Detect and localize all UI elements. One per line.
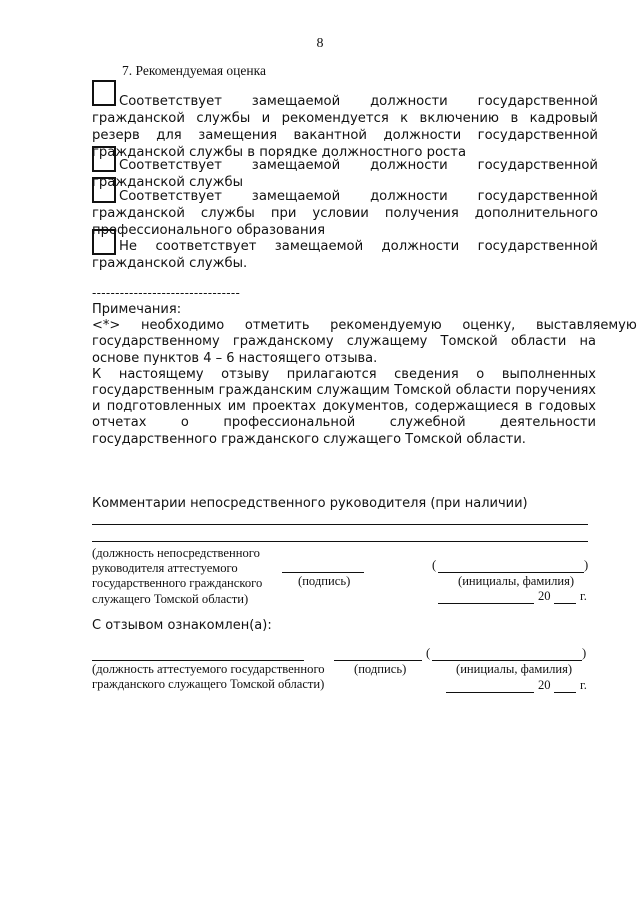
rating-option-4-text: Не соответствует замещаемой должности государственной гражданской службы. [92, 239, 598, 271]
checkbox-4[interactable] [92, 229, 116, 255]
employee-signature-line[interactable] [334, 660, 422, 661]
employee-date-line[interactable] [446, 692, 534, 693]
manager-name-label: (инициалы, фамилия) [458, 574, 575, 588]
employee-name-line[interactable] [432, 660, 582, 661]
checkbox-3[interactable] [92, 177, 116, 203]
manager-year: 20 [538, 589, 551, 603]
manager-date-line[interactable] [438, 603, 534, 604]
employee-name-label: (инициалы, фамилия) [456, 662, 573, 676]
page-number: 8 [316, 36, 324, 51]
notes-section [92, 302, 637, 448]
rating-option-3-text: Соответствует замещаемой должности государственной гражданской службы при условии получения дополнительного профессионального образования [92, 189, 598, 238]
comments-line-2[interactable] [92, 541, 588, 542]
manager-year-suffix: г. [580, 589, 587, 603]
manager-position-label: (должность непосредственного руководителя аттестуемого государственного гражданского служащего Томской области) [92, 546, 263, 606]
manager-signature-line[interactable] [282, 572, 364, 573]
employee-close-paren: ) [582, 646, 587, 660]
rating-option-4[interactable] [92, 229, 598, 272]
employee-year-suffix: г. [580, 678, 587, 692]
rating-option-1-text: Соответствует замещаемой должности государственной гражданской службы и рекомендуется к включению в кадровый резерв для замещения вакантной должности государственной гражданской службы в порядке должностного роста [92, 94, 598, 160]
manager-close-paren: ) [584, 558, 589, 572]
note-2: К настоящему отзыву прилагаются сведения о выполненных государственным гражданским служащим Томской области поручениях и подготовленных им проектах документов, содержащиеся в годовых отчетах о профессиональной служебной деятельности государственного гражданского служащего Томской области. [92, 366, 596, 447]
manager-signature-label: (подпись) [298, 574, 351, 588]
notes-heading: Примечания: [92, 302, 182, 317]
note-1-first-line: <*> необходимо отметить рекомендуемую оценку, выставляемую [92, 318, 637, 334]
section-title: 7. Рекомендуемая оценка [122, 63, 266, 78]
checkbox-2[interactable] [92, 146, 116, 172]
comments-line-1[interactable] [92, 524, 588, 525]
footnote-separator: -------------------------------- [92, 286, 241, 300]
employee-open-paren: ( [426, 646, 431, 660]
employee-year: 20 [538, 678, 551, 692]
employee-year-line[interactable] [554, 692, 576, 693]
manager-name-line[interactable] [438, 572, 584, 573]
manager-open-paren: ( [432, 558, 437, 572]
rating-option-2-text: Соответствует замещаемой должности государственной гражданской службы [92, 158, 598, 190]
manager-year-line[interactable] [554, 603, 576, 604]
checkbox-1[interactable] [92, 80, 116, 106]
comments-label: Комментарии непосредственного руководителя (при наличии) [92, 496, 528, 511]
note-1-rest: государственному гражданскому служащему Томской области на основе пунктов 4 – 6 настоящего отзыва. [92, 334, 596, 366]
acquainted-label: С отзывом ознакомлен(а): [92, 618, 272, 633]
employee-position-line[interactable] [92, 660, 304, 661]
employee-signature-label: (подпись) [354, 662, 407, 676]
employee-position-label: (должность аттестуемого государственного гражданского служащего Томской области) [92, 662, 325, 692]
